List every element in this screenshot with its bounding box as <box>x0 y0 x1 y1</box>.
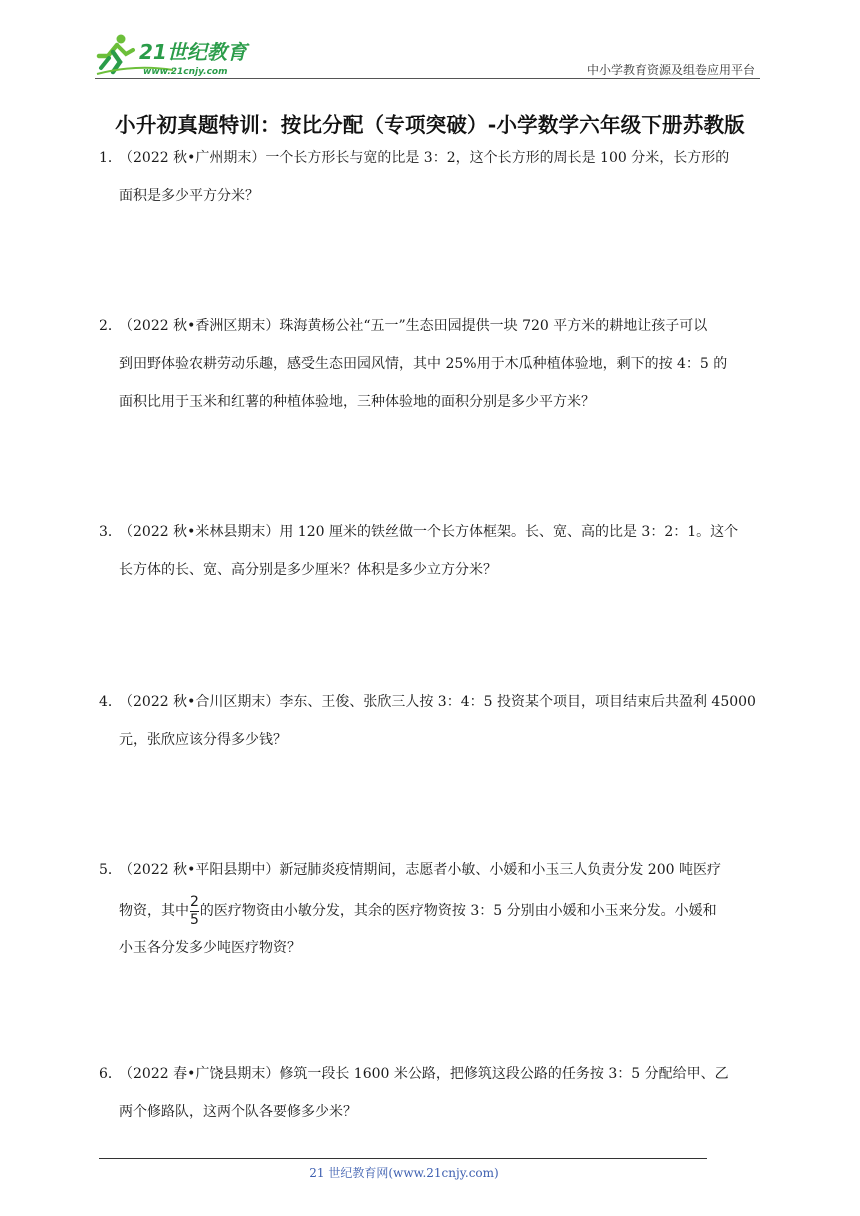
question-text: （2022 秋•香洲区期末）珠海黄杨公社“五一”生态田园提供一块 720 平方米的耕地让孩子可以 <box>119 318 708 334</box>
fraction <box>190 895 199 928</box>
question-number: 3． <box>99 524 122 540</box>
site-logo <box>95 32 265 76</box>
question-text: 物资，其中 <box>119 903 189 919</box>
page-header <box>95 30 760 80</box>
question-text: 面积是多少平方分米？ <box>119 188 259 204</box>
question-6 <box>99 1055 763 1131</box>
platform-name: 中小学教育资源及组卷应用平台 <box>586 63 755 77</box>
footer-text: 21 世纪教育网(www.21cnjy.com) <box>309 1166 499 1180</box>
question-4 <box>99 683 763 759</box>
fraction-numerator: 2 <box>190 893 199 910</box>
question-text: 面积比用于玉米和红薯的种植体验地，三种体验地的面积分别是多少平方米？ <box>119 394 595 410</box>
question-text: 元，张欣应该分得多少钱？ <box>119 732 287 748</box>
question-text: （2022 秋•广州期末）一个长方形长与宽的比是 3：2，这个长方形的周长是 100 分米，长方形的 <box>119 150 730 166</box>
question-text: （2022 秋•合川区期末）李东、王俊、张欣三人按 3：4：5 投资某个项目，项目结束后共盈利 45000 <box>119 694 756 710</box>
question-number: 4． <box>99 694 122 710</box>
question-5 <box>99 851 763 967</box>
fraction-denominator: 5 <box>190 911 199 928</box>
question-text: （2022 春•广饶县期末）修筑一段长 1600 米公路，把修筑这段公路的任务按 3：5 分配给甲、乙 <box>119 1066 729 1082</box>
question-number: 1． <box>99 150 122 166</box>
question-text: 到田野体验农耕劳动乐趣，感受生态田园风情，其中 25%用于木瓜种植体验地，剩下的按 4：5 的 <box>119 356 728 372</box>
question-text: 小玉各分发多少吨医疗物资？ <box>119 940 301 956</box>
question-number: 5． <box>99 862 122 878</box>
question-number: 6． <box>99 1066 122 1082</box>
question-text: 的医疗物资由小敏分发，其余的医疗物资按 3：5 分别由小媛和小玉来分发。小媛和 <box>199 903 717 919</box>
svg-text:21世纪教育: 21世纪教育 <box>139 40 247 64</box>
svg-text:www.21cnjy.com: www.21cnjy.com <box>143 67 228 76</box>
header-divider <box>95 78 760 79</box>
question-number: 2． <box>99 318 122 334</box>
question-2 <box>99 307 763 421</box>
question-3 <box>99 513 763 589</box>
question-text: 长方体的长、宽、高分别是多少厘米？体积是多少立方分米？ <box>119 562 497 578</box>
question-text: （2022 秋•米林县期末）用 120 厘米的铁丝做一个长方体框架。长、宽、高的比是 3：2：1。这个 <box>119 524 739 540</box>
question-text: 两个修路队，这两个队各要修多少米？ <box>119 1104 357 1120</box>
question-text: （2022 秋•平阳县期中）新冠肺炎疫情期间，志愿者小敏、小媛和小玉三人负责分发 200 吨医疗 <box>119 862 721 878</box>
page-title: 小升初真题特训：按比分配（专项突破）-小学数学六年级下册苏教版 <box>115 113 745 137</box>
footer-divider <box>99 1158 707 1159</box>
question-1 <box>99 139 763 215</box>
